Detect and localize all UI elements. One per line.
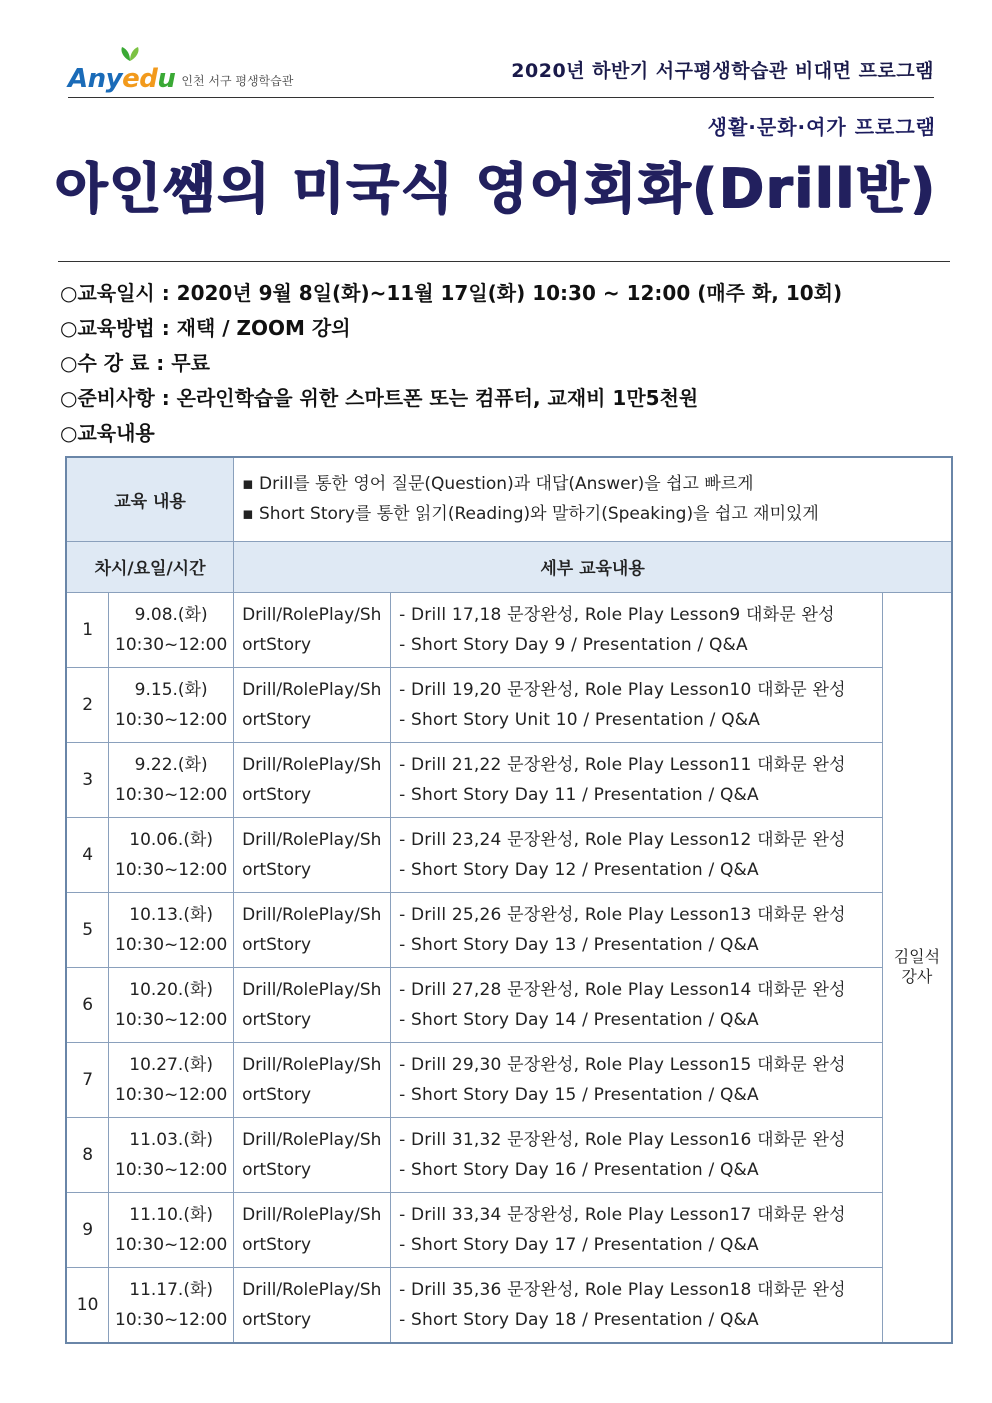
session-type: Drill/RolePlay/ShortStory xyxy=(234,1267,391,1343)
session-datetime xyxy=(109,1267,234,1343)
session-type: Drill/RolePlay/ShortStory xyxy=(234,892,391,967)
session-number: 10 xyxy=(66,1267,109,1343)
col-header-detail: 세부 교육내용 xyxy=(234,541,952,592)
detail-line-1: - Drill 17,18 문장완성, Role Play Lesson9 대화문 완성 xyxy=(399,604,835,625)
session-time: 10:30~12:00 xyxy=(115,1159,228,1180)
detail-line-2: - Short Story Day 18 / Presentation / Q&A xyxy=(399,1309,759,1330)
detail-line-1: - Drill 19,20 문장완성, Role Play Lesson10 대화문 완성 xyxy=(399,679,846,700)
session-detail xyxy=(391,967,883,1042)
session-time: 10:30~12:00 xyxy=(115,1234,228,1255)
content-label: 교육 내용 xyxy=(66,457,234,541)
session-date: 10.27.(화) xyxy=(129,1054,214,1075)
program-heading: 2020년 하반기 서구평생학습관 비대면 프로그램 xyxy=(511,60,934,82)
session-type: Drill/RolePlay/ShortStory xyxy=(234,592,391,667)
detail-line-1: - Drill 35,36 문장완성, Role Play Lesson18 대화문 완성 xyxy=(399,1279,846,1300)
content-bullets xyxy=(234,457,952,541)
session-datetime xyxy=(109,967,234,1042)
logo xyxy=(68,52,293,92)
session-date: 11.10.(화) xyxy=(129,1204,214,1225)
schedule-table xyxy=(65,456,953,1344)
session-datetime xyxy=(109,892,234,967)
session-type: Drill/RolePlay/ShortStory xyxy=(234,667,391,742)
session-date: 9.15.(화) xyxy=(134,679,208,700)
detail-line-2: - Short Story Day 16 / Presentation / Q&A xyxy=(399,1159,759,1180)
table-row xyxy=(66,1042,952,1117)
session-number: 7 xyxy=(66,1042,109,1117)
session-datetime xyxy=(109,742,234,817)
session-number: 2 xyxy=(66,667,109,742)
col-header-session: 차시/요일/시간 xyxy=(66,541,234,592)
session-datetime xyxy=(109,667,234,742)
info-preparation: ○준비사항 : 온라인학습을 위한 스마트폰 또는 컴퓨터, 교재비 1만5천원 xyxy=(60,386,699,410)
detail-line-2: - Short Story Day 12 / Presentation / Q&A xyxy=(399,859,759,880)
header-divider xyxy=(68,97,934,98)
table-row xyxy=(66,1192,952,1267)
detail-line-1: - Drill 21,22 문장완성, Role Play Lesson11 대화문 완성 xyxy=(399,754,846,775)
session-time: 10:30~12:00 xyxy=(115,859,228,880)
bullet-item: ▪ Short Story를 통한 읽기(Reading)와 말하기(Speaking)을 쉽고 재미있게 xyxy=(242,504,819,525)
session-time: 10:30~12:00 xyxy=(115,1309,228,1330)
table-row xyxy=(66,1117,952,1192)
info-list xyxy=(60,276,842,451)
session-time: 10:30~12:00 xyxy=(115,784,228,805)
session-detail xyxy=(391,1042,883,1117)
session-date: 10.20.(화) xyxy=(129,979,214,1000)
session-detail xyxy=(391,1192,883,1267)
table-row xyxy=(66,1267,952,1343)
instructor: 김일석 강사 xyxy=(882,592,952,1343)
title-divider xyxy=(58,261,950,262)
session-detail xyxy=(391,667,883,742)
session-detail xyxy=(391,892,883,967)
category-label: 생활·문화·여가 프로그램 xyxy=(707,115,936,139)
session-detail xyxy=(391,742,883,817)
session-date: 10.13.(화) xyxy=(129,904,214,925)
table-row xyxy=(66,742,952,817)
session-date: 9.08.(화) xyxy=(134,604,208,625)
detail-line-1: - Drill 29,30 문장완성, Role Play Lesson15 대화문 완성 xyxy=(399,1054,846,1075)
session-number: 1 xyxy=(66,592,109,667)
session-time: 10:30~12:00 xyxy=(115,1009,228,1030)
table-header-row xyxy=(66,541,952,592)
page-title: 아인쌤의 미국식 영어회화(Drill반) xyxy=(55,157,937,220)
session-detail xyxy=(391,592,883,667)
detail-line-1: - Drill 33,34 문장완성, Role Play Lesson17 대화문 완성 xyxy=(399,1204,846,1225)
session-date: 10.06.(화) xyxy=(129,829,214,850)
logo-subtitle: 인천 서구 평생학습관 xyxy=(181,74,294,88)
table-row xyxy=(66,592,952,667)
session-type: Drill/RolePlay/ShortStory xyxy=(234,1117,391,1192)
session-datetime xyxy=(109,1192,234,1267)
session-date: 9.22.(화) xyxy=(134,754,208,775)
session-type: Drill/RolePlay/ShortStory xyxy=(234,1042,391,1117)
detail-line-1: - Drill 23,24 문장완성, Role Play Lesson12 대화문 완성 xyxy=(399,829,846,850)
info-schedule: ○교육일시 : 2020년 9월 8일(화)~11월 17일(화) 10:30 ~ 12:00 (매주 화, 10회) xyxy=(60,281,843,305)
session-detail xyxy=(391,1267,883,1343)
table-row xyxy=(66,892,952,967)
table-row xyxy=(66,667,952,742)
session-number: 8 xyxy=(66,1117,109,1192)
session-number: 4 xyxy=(66,817,109,892)
session-type: Drill/RolePlay/ShortStory xyxy=(234,967,391,1042)
detail-line-2: - Short Story Day 9 / Presentation / Q&A xyxy=(399,634,748,655)
detail-line-2: - Short Story Day 14 / Presentation / Q&A xyxy=(399,1009,759,1030)
session-datetime xyxy=(109,1042,234,1117)
session-time: 10:30~12:00 xyxy=(115,934,228,955)
detail-line-2: - Short Story Day 13 / Presentation / Q&A xyxy=(399,934,759,955)
session-number: 5 xyxy=(66,892,109,967)
session-time: 10:30~12:00 xyxy=(115,634,228,655)
session-detail xyxy=(391,1117,883,1192)
detail-line-2: - Short Story Day 15 / Presentation / Q&A xyxy=(399,1084,759,1105)
logo-wordmark: Anyedu xyxy=(68,64,176,94)
detail-line-2: - Short Story Day 17 / Presentation / Q&A xyxy=(399,1234,759,1255)
detail-line-1: - Drill 25,26 문장완성, Role Play Lesson13 대화문 완성 xyxy=(399,904,846,925)
session-type: Drill/RolePlay/ShortStory xyxy=(234,817,391,892)
session-date: 11.03.(화) xyxy=(129,1129,214,1150)
session-type: Drill/RolePlay/ShortStory xyxy=(234,1192,391,1267)
session-number: 3 xyxy=(66,742,109,817)
detail-line-2: - Short Story Day 11 / Presentation / Q&A xyxy=(399,784,759,805)
session-type: Drill/RolePlay/ShortStory xyxy=(234,742,391,817)
detail-line-1: - Drill 31,32 문장완성, Role Play Lesson16 대화문 완성 xyxy=(399,1129,846,1150)
table-row xyxy=(66,967,952,1042)
table-row xyxy=(66,817,952,892)
content-summary-row xyxy=(66,457,952,541)
session-time: 10:30~12:00 xyxy=(115,709,228,730)
info-content-heading: ○교육내용 xyxy=(60,421,155,445)
session-time: 10:30~12:00 xyxy=(115,1084,228,1105)
session-datetime xyxy=(109,1117,234,1192)
session-number: 6 xyxy=(66,967,109,1042)
info-fee: ○수 강 료 : 무료 xyxy=(60,351,210,375)
session-detail xyxy=(391,817,883,892)
bullet-item: ▪ Drill를 통한 영어 질문(Question)과 대답(Answer)을 쉽고 빠르게 xyxy=(242,474,754,495)
detail-line-2: - Short Story Unit 10 / Presentation / Q&A xyxy=(399,709,761,730)
session-number: 9 xyxy=(66,1192,109,1267)
session-date: 11.17.(화) xyxy=(129,1279,214,1300)
leaf-icon xyxy=(118,46,142,62)
info-method: ○교육방법 : 재택 / ZOOM 강의 xyxy=(60,316,351,340)
session-datetime xyxy=(109,817,234,892)
session-datetime xyxy=(109,592,234,667)
detail-line-1: - Drill 27,28 문장완성, Role Play Lesson14 대화문 완성 xyxy=(399,979,846,1000)
